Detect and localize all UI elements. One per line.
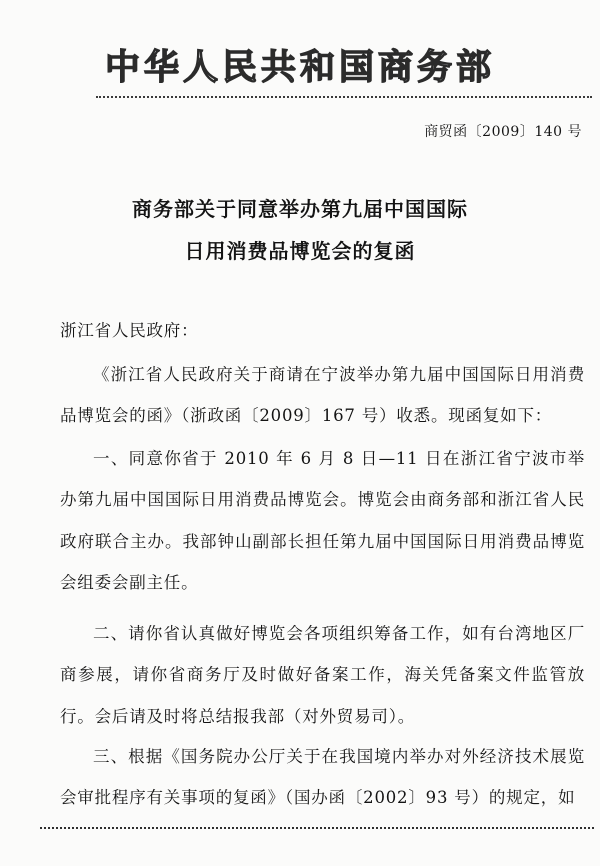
- paragraph-item-2: 二、请你省认真做好博览会各项组织筹备工作，如有台湾地区厂商参展，请你省商务厅及时做好备案工作，海关凭备案文件监管放行。会后请及时将总结报我部（对外贸易司）。: [60, 624, 585, 726]
- letterhead-divider: [96, 96, 592, 98]
- paragraph-item-1: 一、同意你省于 2010 年 6 月 8 日—11 日在浙江省宁波市举办第九届中国国际日用消费品博览会。博览会由商务部和浙江省人民政府联合主办。我部钟山副部长担任第九届中国国际日用消费品博览会组委会副主任。: [60, 449, 585, 593]
- document-title-line-1: 商务部关于同意举办第九届中国国际: [132, 197, 468, 221]
- paragraph-item-3: 三、根据《国务院办公厅关于在我国境内举办对外经济技术展览会审批程序有关事项的复函》（国办函〔2002〕93 号）的规定，如: [60, 747, 585, 808]
- paragraph-intro: 《浙江省人民政府关于商请在宁波举办第九届中国国际日用消费品博览会的函》（浙政函〔2009〕167 号）收悉。现函复如下：: [60, 365, 585, 426]
- document-title-line-2: 日用消费品博览会的复函: [184, 239, 416, 263]
- addressee: 浙江省人民政府：: [60, 321, 199, 340]
- page-footer-divider: [40, 827, 594, 829]
- letterhead-org-name: 中华人民共和国商务部: [104, 48, 495, 88]
- document-number: 商贸函〔2009〕140 号: [424, 124, 582, 140]
- document-title: [0, 188, 600, 272]
